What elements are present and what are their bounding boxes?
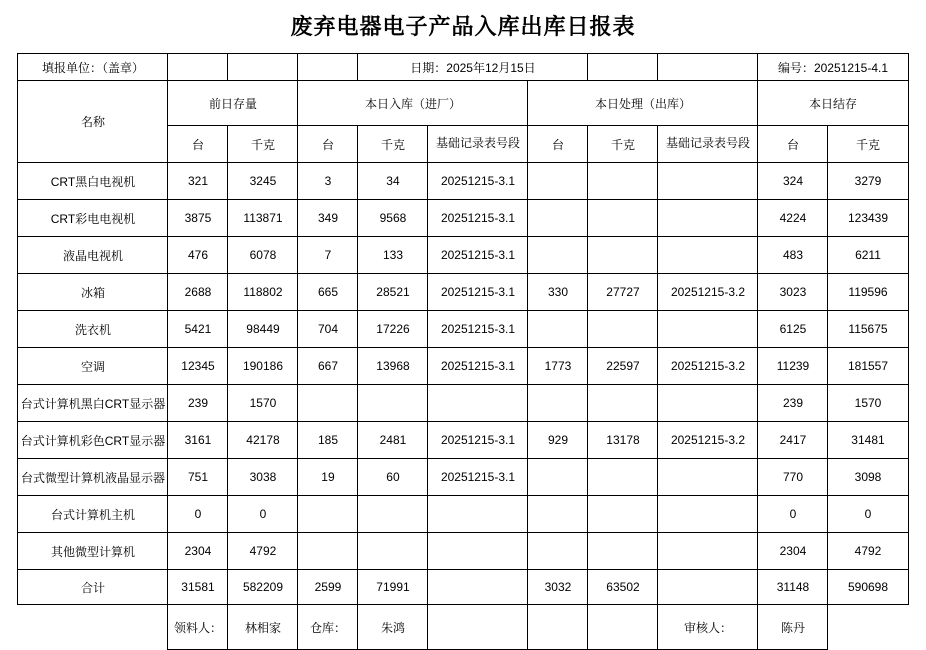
cell-prev-kg: 3245: [228, 163, 298, 200]
cell-bal-kg: 181557: [828, 348, 908, 385]
table-row: [18, 385, 908, 422]
header-in-kg: 千克: [358, 126, 428, 163]
cell-out-tai: [528, 200, 588, 237]
cell-out-rec: [658, 311, 758, 348]
cell-out-kg: [588, 163, 658, 200]
cell-out-rec: 20251215-3.2: [658, 348, 758, 385]
cell-in-kg: 2481: [358, 422, 428, 459]
cell-out-rec: [658, 533, 758, 570]
warehouse-value: 朱鸿: [358, 605, 428, 650]
cell-out-rec: [658, 459, 758, 496]
total-label: 合计: [18, 570, 168, 605]
cell-out-rec: [658, 496, 758, 533]
cell-in-kg: [358, 496, 428, 533]
total-bal-tai: 31148: [758, 570, 828, 605]
cell-in-rec: 20251215-3.1: [428, 348, 528, 385]
meta-unit: 填报单位：（盖章）: [18, 54, 168, 81]
cell-bal-kg: 1570: [828, 385, 908, 422]
row-name: CRT彩电电视机: [18, 200, 168, 237]
picker-label: 领料人：: [168, 605, 228, 650]
cell-bal-tai: 3023: [758, 274, 828, 311]
cell-prev-kg: 113871: [228, 200, 298, 237]
cell-prev-tai: 3875: [168, 200, 228, 237]
cell-bal-tai: 483: [758, 237, 828, 274]
page-title: 废弃电器电子产品入库出库日报表: [290, 14, 636, 39]
cell-out-tai: [528, 385, 588, 422]
cell-out-rec: 20251215-3.2: [658, 422, 758, 459]
cell-prev-kg: 118802: [228, 274, 298, 311]
cell-bal-tai: 324: [758, 163, 828, 200]
cell-prev-tai: 5421: [168, 311, 228, 348]
cell-out-kg: [588, 200, 658, 237]
meta-blank-3: [298, 54, 358, 81]
cell-prev-tai: 751: [168, 459, 228, 496]
cell-in-tai: [298, 385, 358, 422]
meta-blank-5: [658, 54, 758, 81]
table-row: [18, 237, 908, 274]
cell-in-rec: 20251215-3.1: [428, 274, 528, 311]
cell-in-rec: 20251215-3.1: [428, 200, 528, 237]
cell-out-tai: [528, 459, 588, 496]
total-prev-tai: 31581: [168, 570, 228, 605]
cell-in-kg: [358, 385, 428, 422]
cell-prev-kg: 3038: [228, 459, 298, 496]
cell-in-tai: 704: [298, 311, 358, 348]
header-out-tai: 台: [528, 126, 588, 163]
table-row: [18, 163, 908, 200]
cell-out-rec: [658, 237, 758, 274]
meta-blank-4: [588, 54, 658, 81]
cell-out-tai: [528, 163, 588, 200]
header-group-balance: 本日结存: [758, 81, 908, 126]
cell-out-tai: 330: [528, 274, 588, 311]
row-name: 冰箱: [18, 274, 168, 311]
footer-blank-3: [588, 605, 658, 650]
header-prev-kg: 千克: [228, 126, 298, 163]
total-out-kg: 63502: [588, 570, 658, 605]
cell-bal-kg: 31481: [828, 422, 908, 459]
cell-in-tai: [298, 496, 358, 533]
header-group-out: 本日处理（出库）: [528, 81, 758, 126]
cell-bal-kg: 3098: [828, 459, 908, 496]
table-row: [18, 496, 908, 533]
cell-bal-tai: 0: [758, 496, 828, 533]
cell-out-kg: 13178: [588, 422, 658, 459]
cell-prev-tai: 2688: [168, 274, 228, 311]
cell-in-kg: 17226: [358, 311, 428, 348]
cell-prev-tai: 476: [168, 237, 228, 274]
meta-date: 日期：2025年12月15日: [358, 54, 588, 81]
cell-in-rec: 20251215-3.1: [428, 163, 528, 200]
row-name: 台式微型计算机液晶显示器: [18, 459, 168, 496]
cell-bal-kg: 4792: [828, 533, 908, 570]
total-prev-kg: 582209: [228, 570, 298, 605]
cell-in-tai: 665: [298, 274, 358, 311]
cell-prev-kg: 42178: [228, 422, 298, 459]
cell-out-kg: 22597: [588, 348, 658, 385]
table-row: [18, 311, 908, 348]
cell-out-tai: [528, 533, 588, 570]
total-out-tai: 3032: [528, 570, 588, 605]
cell-out-kg: [588, 496, 658, 533]
cell-in-rec: 20251215-3.1: [428, 422, 528, 459]
cell-prev-kg: 0: [228, 496, 298, 533]
header-bal-tai: 台: [758, 126, 828, 163]
row-name: 液晶电视机: [18, 237, 168, 274]
meta-row: [18, 54, 908, 81]
footer-row: [18, 605, 908, 650]
cell-in-tai: 7: [298, 237, 358, 274]
total-in-kg: 71991: [358, 570, 428, 605]
cell-bal-kg: 115675: [828, 311, 908, 348]
footer-blank-right: [828, 605, 908, 650]
total-row: [18, 570, 908, 605]
warehouse-label: 仓库：: [298, 605, 358, 650]
cell-out-rec: [658, 200, 758, 237]
cell-in-rec: [428, 496, 528, 533]
cell-in-rec: 20251215-3.1: [428, 311, 528, 348]
total-in-rec: [428, 570, 528, 605]
header-bal-kg: 千克: [828, 126, 908, 163]
cell-in-tai: [298, 533, 358, 570]
picker-value: 林相家: [228, 605, 298, 650]
cell-prev-tai: 12345: [168, 348, 228, 385]
cell-bal-kg: 0: [828, 496, 908, 533]
meta-blank-1: [168, 54, 228, 81]
total-in-tai: 2599: [298, 570, 358, 605]
footer-blank-2: [528, 605, 588, 650]
cell-out-kg: [588, 237, 658, 274]
row-name: 台式计算机彩色CRT显示器: [18, 422, 168, 459]
cell-bal-tai: 4224: [758, 200, 828, 237]
cell-out-tai: [528, 311, 588, 348]
cell-in-tai: 667: [298, 348, 358, 385]
row-name: 台式计算机黑白CRT显示器: [18, 385, 168, 422]
cell-in-tai: 3: [298, 163, 358, 200]
cell-out-kg: [588, 533, 658, 570]
header-group-in: 本日入库（进厂）: [298, 81, 528, 126]
cell-out-tai: [528, 237, 588, 274]
table-row: [18, 200, 908, 237]
cell-bal-kg: 123439: [828, 200, 908, 237]
cell-in-kg: 28521: [358, 274, 428, 311]
cell-out-kg: [588, 459, 658, 496]
cell-in-kg: 13968: [358, 348, 428, 385]
footer-blank-left: [18, 605, 168, 650]
table-row: [18, 274, 908, 311]
cell-out-kg: 27727: [588, 274, 658, 311]
cell-in-rec: [428, 533, 528, 570]
cell-in-tai: 185: [298, 422, 358, 459]
cell-bal-tai: 2304: [758, 533, 828, 570]
row-name: CRT黑白电视机: [18, 163, 168, 200]
cell-in-rec: 20251215-3.1: [428, 237, 528, 274]
cell-bal-kg: 6211: [828, 237, 908, 274]
header-out-kg: 千克: [588, 126, 658, 163]
cell-out-tai: [528, 496, 588, 533]
cell-in-rec: 20251215-3.1: [428, 459, 528, 496]
cell-out-kg: [588, 311, 658, 348]
cell-prev-tai: 2304: [168, 533, 228, 570]
cell-in-kg: 60: [358, 459, 428, 496]
table-row: [18, 533, 908, 570]
cell-out-rec: 20251215-3.2: [658, 274, 758, 311]
cell-in-kg: [358, 533, 428, 570]
cell-bal-kg: 3279: [828, 163, 908, 200]
header-in-record: 基础记录表号段: [428, 126, 528, 163]
auditor-value: 陈丹: [758, 605, 828, 650]
meta-blank-2: [228, 54, 298, 81]
cell-prev-kg: 1570: [228, 385, 298, 422]
header-group-row: [18, 81, 908, 126]
cell-bal-tai: 6125: [758, 311, 828, 348]
cell-out-tai: 1773: [528, 348, 588, 385]
cell-prev-tai: 0: [168, 496, 228, 533]
header-in-tai: 台: [298, 126, 358, 163]
header-prev-tai: 台: [168, 126, 228, 163]
cell-in-rec: [428, 385, 528, 422]
cell-prev-tai: 3161: [168, 422, 228, 459]
cell-prev-kg: 98449: [228, 311, 298, 348]
meta-number: 编号：20251215-4.1: [758, 54, 908, 81]
total-out-rec: [658, 570, 758, 605]
cell-in-kg: 133: [358, 237, 428, 274]
cell-bal-tai: 770: [758, 459, 828, 496]
total-bal-kg: 590698: [828, 570, 908, 605]
cell-out-tai: 929: [528, 422, 588, 459]
row-name: 其他微型计算机: [18, 533, 168, 570]
cell-prev-kg: 4792: [228, 533, 298, 570]
row-name: 空调: [18, 348, 168, 385]
footer-blank-1: [428, 605, 528, 650]
cell-bal-tai: 2417: [758, 422, 828, 459]
cell-out-rec: [658, 385, 758, 422]
table-row: [18, 348, 908, 385]
cell-bal-tai: 11239: [758, 348, 828, 385]
header-name: 名称: [18, 81, 168, 163]
cell-prev-kg: 190186: [228, 348, 298, 385]
cell-out-kg: [588, 385, 658, 422]
cell-in-tai: 349: [298, 200, 358, 237]
auditor-label: 审核人：: [658, 605, 758, 650]
row-name: 洗衣机: [18, 311, 168, 348]
report-table: [17, 53, 908, 650]
cell-in-kg: 34: [358, 163, 428, 200]
cell-out-rec: [658, 163, 758, 200]
cell-prev-tai: 239: [168, 385, 228, 422]
row-name: 台式计算机主机: [18, 496, 168, 533]
cell-prev-kg: 6078: [228, 237, 298, 274]
cell-in-tai: 19: [298, 459, 358, 496]
cell-prev-tai: 321: [168, 163, 228, 200]
cell-in-kg: 9568: [358, 200, 428, 237]
table-row: [18, 422, 908, 459]
cell-bal-kg: 119596: [828, 274, 908, 311]
table-row: [18, 459, 908, 496]
header-group-prev: 前日存量: [168, 81, 298, 126]
header-out-record: 基础记录表号段: [658, 126, 758, 163]
cell-bal-tai: 239: [758, 385, 828, 422]
